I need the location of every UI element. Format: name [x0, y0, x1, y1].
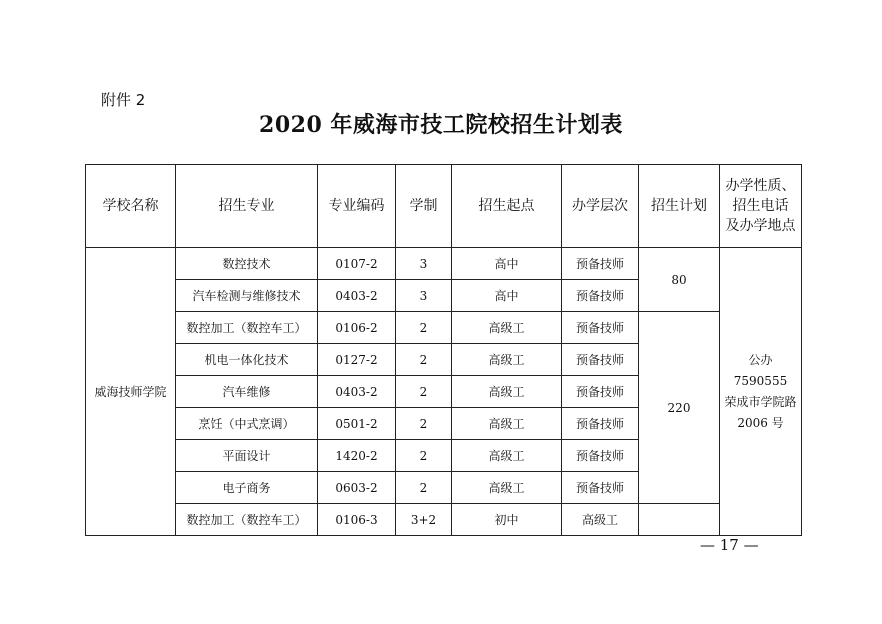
info-line: 荣成市学院路 [724, 394, 797, 409]
years-cell: 3+2 [396, 504, 452, 536]
start-cell: 高级工 [452, 312, 562, 344]
years-cell: 2 [396, 408, 452, 440]
header-years: 学制 [396, 165, 452, 248]
major-cell: 数控加工（数控车工） [176, 504, 318, 536]
level-cell: 高级工 [562, 504, 639, 536]
enrollment-plan-table [85, 164, 802, 536]
years-cell: 2 [396, 472, 452, 504]
major-cell: 烹饪（中式烹调） [176, 408, 318, 440]
level-cell: 预备技师 [562, 408, 639, 440]
years-cell: 2 [396, 344, 452, 376]
start-cell: 高级工 [452, 376, 562, 408]
header-plan: 招生计划 [639, 165, 720, 248]
major-cell: 汽车维修 [176, 376, 318, 408]
table-row [86, 312, 802, 344]
code-cell: 0106-3 [318, 504, 396, 536]
code-cell: 0106-2 [318, 312, 396, 344]
document-title: 2020 年威海市技工院校招生计划表 [259, 112, 623, 138]
start-cell: 高中 [452, 248, 562, 280]
start-cell: 高级工 [452, 440, 562, 472]
header-info-line: 及办学地点 [725, 218, 796, 234]
major-cell: 汽车检测与维修技术 [176, 280, 318, 312]
major-cell: 数控加工（数控车工） [176, 312, 318, 344]
header-start: 招生起点 [452, 165, 562, 248]
table-header-row [86, 165, 802, 248]
start-cell: 高中 [452, 280, 562, 312]
level-cell: 预备技师 [562, 280, 639, 312]
level-cell: 预备技师 [562, 376, 639, 408]
table-row [86, 504, 802, 536]
info-line: 7590555 [733, 373, 788, 388]
start-cell: 高级工 [452, 472, 562, 504]
code-cell: 0403-2 [318, 280, 396, 312]
level-cell: 预备技师 [562, 312, 639, 344]
years-cell: 2 [396, 376, 452, 408]
code-cell: 0603-2 [318, 472, 396, 504]
header-school: 学校名称 [86, 165, 176, 248]
attachment-label: 附件 2 [101, 91, 146, 109]
start-cell: 高级工 [452, 408, 562, 440]
code-cell: 0501-2 [318, 408, 396, 440]
page-number: — 17 — [700, 536, 759, 554]
years-cell: 3 [396, 248, 452, 280]
years-cell: 2 [396, 312, 452, 344]
header-level: 办学层次 [562, 165, 639, 248]
header-info-line: 办学性质、 [725, 178, 796, 194]
major-cell: 数控技术 [176, 248, 318, 280]
header-info-line: 招生电话 [732, 198, 789, 214]
major-cell: 机电一体化技术 [176, 344, 318, 376]
level-cell: 预备技师 [562, 344, 639, 376]
plan-cell [639, 504, 720, 536]
code-cell: 0107-2 [318, 248, 396, 280]
major-cell: 平面设计 [176, 440, 318, 472]
info-line: 公办 [748, 352, 773, 367]
info-line: 2006 号 [737, 415, 784, 430]
years-cell: 2 [396, 440, 452, 472]
major-cell: 电子商务 [176, 472, 318, 504]
code-cell: 1420-2 [318, 440, 396, 472]
start-cell: 初中 [452, 504, 562, 536]
header-info [720, 165, 802, 248]
info-cell [720, 248, 802, 536]
header-major: 招生专业 [176, 165, 318, 248]
level-cell: 预备技师 [562, 440, 639, 472]
plan-cell: 80 [639, 248, 720, 312]
start-cell: 高级工 [452, 344, 562, 376]
level-cell: 预备技师 [562, 248, 639, 280]
header-code: 专业编码 [318, 165, 396, 248]
years-cell: 3 [396, 280, 452, 312]
level-cell: 预备技师 [562, 472, 639, 504]
table-row [86, 248, 802, 280]
school-name-cell: 威海技师学院 [86, 248, 176, 536]
code-cell: 0127-2 [318, 344, 396, 376]
code-cell: 0403-2 [318, 376, 396, 408]
plan-cell: 220 [639, 312, 720, 504]
